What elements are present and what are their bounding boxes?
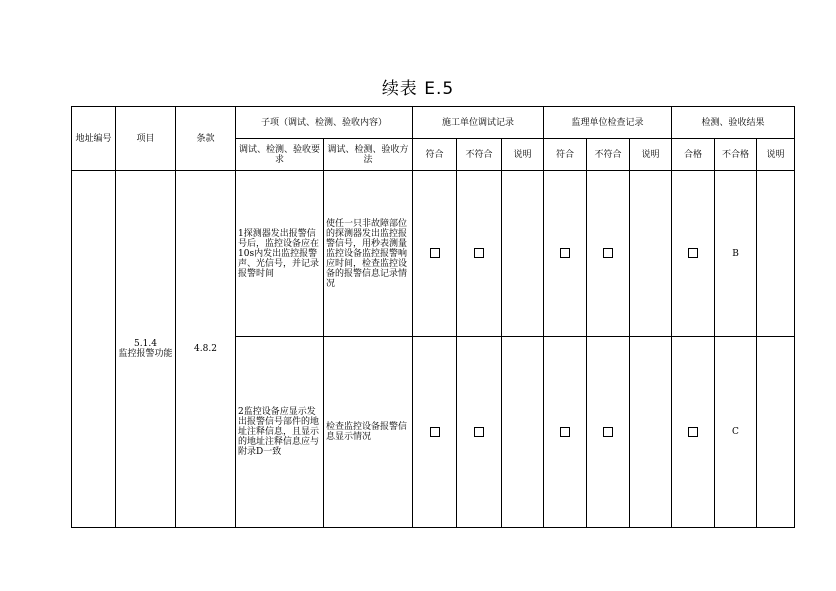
header-c-nonconform: 不符合 (457, 139, 502, 171)
header-unqualified: 不合格 (715, 139, 757, 171)
supervision-conform-checkbox[interactable] (560, 427, 570, 437)
checkbox-cell (413, 337, 457, 528)
header-result: 检测、验收结果 (672, 107, 795, 139)
requirement-cell: 1探测器发出报警信号后，监控设备应在10s内发出监控报警声、光信号，并记录报警时间 (236, 171, 324, 337)
header-c-conform: 符合 (413, 139, 457, 171)
note-cell (630, 337, 672, 528)
checkbox-cell (457, 171, 502, 337)
checkbox-cell (672, 337, 715, 528)
checkbox-cell (544, 171, 587, 337)
address-no-cell (72, 171, 116, 528)
item-name: 监控报警功能 (118, 349, 173, 359)
result-qualified-checkbox[interactable] (688, 427, 698, 437)
note-cell (630, 171, 672, 337)
construction-conform-checkbox[interactable] (430, 427, 440, 437)
header-clause: 条款 (176, 107, 236, 171)
header-sub-item: 子项（调试、检测、验收内容） (236, 107, 413, 139)
checkbox-cell (587, 337, 630, 528)
inspection-table (71, 106, 795, 528)
note-cell (502, 171, 544, 337)
construction-nonconform-checkbox[interactable] (474, 248, 484, 258)
header-r-note: 说明 (757, 139, 795, 171)
header-s-conform: 符合 (544, 139, 587, 171)
item-cell (116, 171, 176, 528)
checkbox-cell (457, 337, 502, 528)
header-address-no: 地址编号 (72, 107, 116, 171)
result-unqualified-cell: B (715, 171, 757, 337)
header-s-note: 说明 (630, 139, 672, 171)
header-supervision-record: 监理单位检查记录 (544, 107, 672, 139)
checkbox-cell (544, 337, 587, 528)
supervision-conform-checkbox[interactable] (560, 248, 570, 258)
method-cell: 使任一只非故障部位的探测器发出监控报警信号，用秒表测量监控设备监控报警响应时间，检查监控设备的报警信息记录情况 (324, 171, 413, 337)
checkbox-cell (413, 171, 457, 337)
header-c-note: 说明 (502, 139, 544, 171)
header-qualified: 合格 (672, 139, 715, 171)
clause-cell: 4.8.2 (176, 171, 236, 528)
note-cell (502, 337, 544, 528)
construction-nonconform-checkbox[interactable] (474, 427, 484, 437)
result-unqualified-cell: C (715, 337, 757, 528)
supervision-nonconform-checkbox[interactable] (603, 427, 613, 437)
note-cell (757, 337, 795, 528)
header-requirement: 调试、检测、验收要求 (236, 139, 324, 171)
checkbox-cell (587, 171, 630, 337)
header-method: 调试、检测、验收方法 (324, 139, 413, 171)
result-qualified-checkbox[interactable] (688, 248, 698, 258)
item-number: 5.1.4 (134, 339, 157, 349)
construction-conform-checkbox[interactable] (430, 248, 440, 258)
checkbox-cell (672, 171, 715, 337)
requirement-cell: 2监控设备应显示发出报警信号部件的地址注释信息，且显示的地址注释信息应与附录D一致 (236, 337, 324, 528)
method-cell: 检查监控设备报警信息显示情况 (324, 337, 413, 528)
page-title: 续表 E.5 (381, 79, 455, 99)
supervision-nonconform-checkbox[interactable] (603, 248, 613, 258)
header-item: 项目 (116, 107, 176, 171)
header-s-nonconform: 不符合 (587, 139, 630, 171)
note-cell (757, 171, 795, 337)
header-construction-record: 施工单位调试记录 (413, 107, 544, 139)
